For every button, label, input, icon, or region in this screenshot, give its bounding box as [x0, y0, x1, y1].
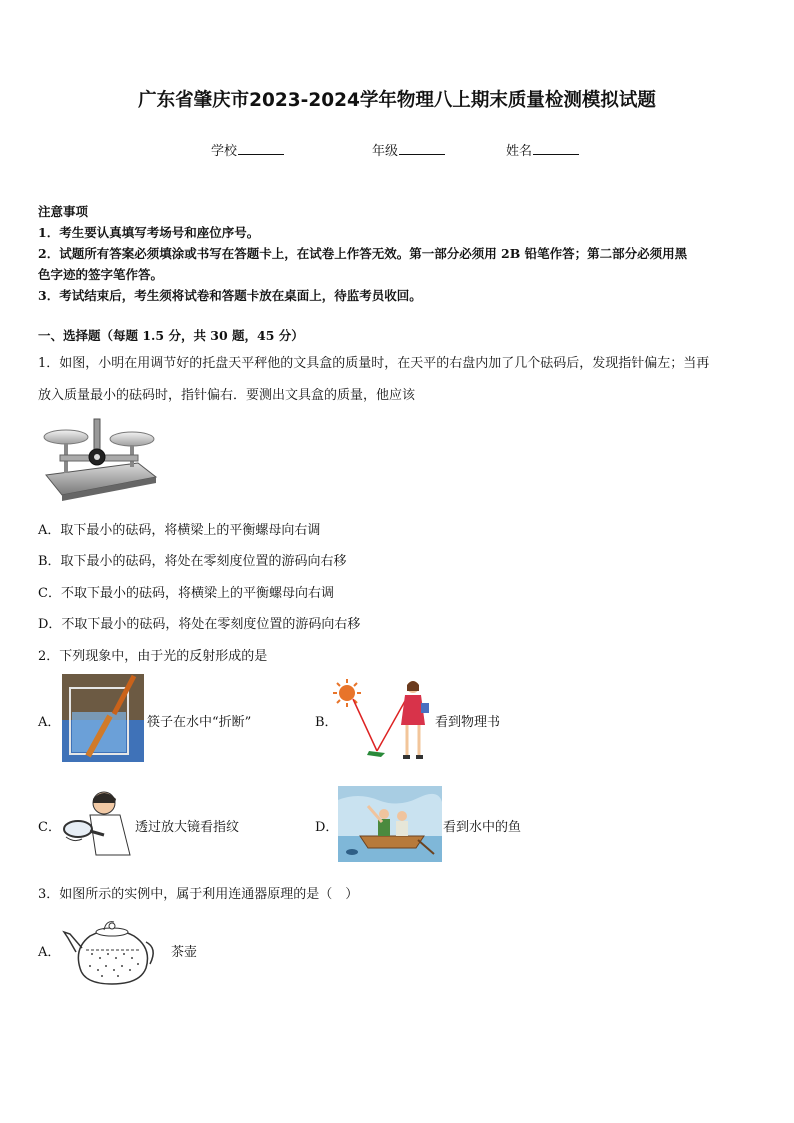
notes-item-2-line-2: 色字迹的签字笔作答。: [38, 267, 164, 282]
notes-item-1: 1．考生要认真填写考场号和座位序号。: [38, 225, 260, 240]
q1-stem-line-1: 1．如图，小明在用调节好的托盘天平秤他的文具盒的质量时，在天平的右盘内加了几个砝码后，发现指针偏左；当再: [38, 356, 710, 371]
q2-option-a-letter[interactable]: A．: [38, 715, 61, 730]
school-field: [211, 140, 284, 159]
grade-field: [372, 140, 445, 159]
teapot-icon: [62, 918, 158, 986]
q1-option-c[interactable]: C．不取下最小的砝码，将横梁上的平衡螺母向右调: [38, 586, 334, 601]
name-field: [506, 140, 579, 159]
balance-scale-icon: [40, 415, 158, 501]
q2-option-c-letter[interactable]: C．: [38, 820, 61, 835]
q2-option-c-text[interactable]: 透过放大镜看指纹: [135, 820, 240, 835]
q1-option-b[interactable]: B．取下最小的砝码，将处在零刻度位置的游码向右移: [38, 554, 347, 569]
sun-book-reflection-icon: [333, 679, 433, 763]
grade-blank: [399, 142, 445, 155]
q1-option-a[interactable]: A．取下最小的砝码，将横梁上的平衡螺母向右调: [38, 523, 321, 538]
school-label: 学校: [211, 144, 238, 159]
section-heading: 一、选择题（每题 1.5 分，共 30 题，45 分）: [38, 328, 304, 343]
notes-heading: 注意事项: [38, 204, 89, 219]
q3-option-a-letter[interactable]: A．: [38, 945, 61, 960]
name-blank: [533, 142, 579, 155]
notes-item-2-line-1: 2．试题所有答案必须填涂或书写在答题卡上，在试卷上作答无效。第一部分必须用 2B 铅笔作答；第二部分必须用黑: [38, 246, 688, 261]
q2-stem: 2．下列现象中，由于光的反射形成的是: [38, 649, 268, 664]
page-title: 广东省肇庆市2023-2024学年物理八上期末质量检测模拟试题: [138, 90, 656, 111]
q2-option-a-text[interactable]: 筷子在水中“折断”: [147, 715, 252, 730]
q1-stem-line-2: 放入质量最小的砝码时，指针偏右．要测出文具盒的质量，他应该: [38, 388, 416, 403]
q1-option-d[interactable]: D．不取下最小的砝码，将处在零刻度位置的游码向右移: [38, 617, 361, 632]
chopsticks-in-water-icon: [62, 674, 144, 762]
q3-option-a-text[interactable]: 茶壶: [171, 945, 198, 960]
notes-block: [38, 201, 687, 306]
grade-label: 年级: [372, 144, 399, 159]
name-label: 姓名: [506, 144, 533, 159]
q3-stem: 3．如图所示的实例中，属于利用连通器原理的是（ ）: [38, 887, 359, 902]
q2-option-b-text[interactable]: 看到物理书: [435, 715, 501, 730]
q2-option-d-text[interactable]: 看到水中的鱼: [443, 820, 522, 835]
q2-option-b-letter[interactable]: B．: [315, 715, 338, 730]
boat-fish-icon: [338, 786, 442, 862]
school-blank: [238, 142, 284, 155]
q2-option-d-letter[interactable]: D．: [315, 820, 339, 835]
magnifier-fingerprint-icon: [60, 789, 136, 859]
notes-item-3: 3．考试结束后，考生须将试卷和答题卡放在桌面上，待监考员收回。: [38, 288, 422, 303]
